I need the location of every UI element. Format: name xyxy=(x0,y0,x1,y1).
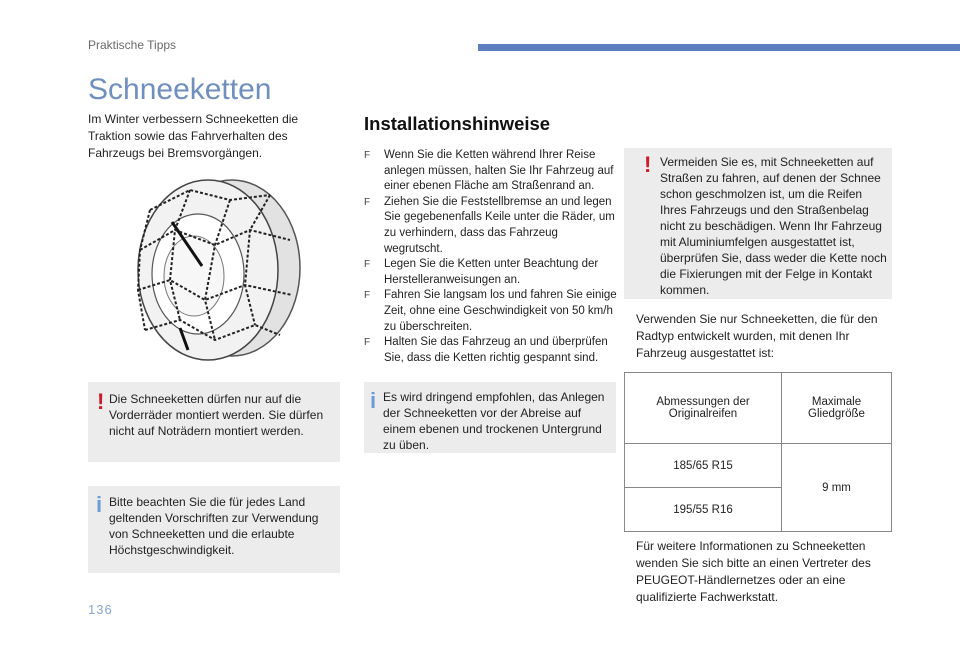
table-header-dimensions: Abmessungen der Originalreifen xyxy=(625,373,782,444)
bullet-icon: F xyxy=(364,290,371,302)
bullet-icon: F xyxy=(364,150,371,161)
intro-text: Im Winter verbessern Schneeketten die Traktion sowie das Fahrverhalten des Fahrzeugs bei Bremsvorgängen. xyxy=(88,112,299,160)
warning-front-text: Die Schneeketten dürfen nur auf die Vorderräder montiert werden. Sie dürfen nicht auf Noträdern montiert werden. xyxy=(109,392,324,438)
installation-steps-list xyxy=(364,148,618,366)
use-only-text: Verwenden Sie nur Schneeketten, die für den Radtyp entwickelt wurden, mit denen Ihr Fahrzeug ausgestattet ist: xyxy=(636,312,878,360)
table-cell-value: 9 mm xyxy=(782,444,892,532)
snow-chain-illustration xyxy=(120,170,310,370)
table-header-max-link: Maximale Gliedgröße xyxy=(782,373,892,444)
bullet-icon: F xyxy=(364,196,371,208)
footer-text: Für weitere Informationen zu Schneeketten wenden Sie sich bitte an einen Vertreter des PEUGEOT-Händlernetzes oder an eine qualifizierte Fachwerkstatt. xyxy=(636,539,871,604)
installation-heading: Installationshinweise xyxy=(364,113,551,134)
info-icon: i xyxy=(370,388,377,413)
info-regulations-text: Bitte beachten Sie die für jedes Land geltenden Vorschriften zur Verwendung von Schneeketten und die erlaubte Höchstgeschwindigkeit. xyxy=(109,495,319,557)
warning-icon: ! xyxy=(644,152,652,177)
bullet-icon: F xyxy=(364,259,371,271)
list-item: F Legen Sie die Ketten unter Beachtung der Herstelleranweisungen an. xyxy=(364,258,599,286)
warning-box-roads xyxy=(624,148,892,299)
header-bar xyxy=(478,44,960,51)
warning-roads-text: Vermeiden Sie es, mit Schneeketten auf Straßen zu fahren, auf denen der Schnee schon geschmolzen ist, um die Reifen Ihres Fahrzeugs und den Straßenbelag nicht zu beschädigen. Wenn Ihr Fahrzeug mit Aluminiumfelgen ausgestattet ist, überprüfen Sie, dass weder die Kette noch die Fixierungen mit der Felge in Kontakt kommen. xyxy=(660,155,887,297)
warning-box-front-wheels xyxy=(88,382,340,462)
chain-size-table xyxy=(624,372,892,532)
section-title: Praktische Tipps xyxy=(88,38,177,52)
info-box-regulations xyxy=(88,486,340,573)
table-cell-size: 185/65 R15 xyxy=(625,444,782,488)
page-title: Schneeketten xyxy=(88,73,272,106)
warning-icon: ! xyxy=(97,389,105,414)
list-item: F Ziehen Sie die Feststellbremse an und legen Sie gegebenenfalls Keile unter die Räder, um zu verhindern, dass das Fahrzeug wegrutscht. xyxy=(364,195,615,255)
bullet-icon: F xyxy=(364,337,371,349)
info-icon: i xyxy=(96,492,103,517)
info-box-practice xyxy=(364,382,616,453)
table-cell-size: 195/55 R16 xyxy=(625,488,782,532)
info-practice-text: Es wird dringend empfohlen, das Anlegen der Schneeketten vor der Abreise auf einem ebenen und trockenen Untergrund zu üben. xyxy=(383,390,605,452)
list-item: F Halten Sie das Fahrzeug an und überprüfen Sie, dass die Ketten richtig gespannt sind. xyxy=(364,336,608,364)
list-item: F Fahren Sie langsam los und fahren Sie einige Zeit, ohne eine Geschwindigkeit von 50 km/h zu überschreiten. xyxy=(364,289,617,333)
page-number: 136 xyxy=(88,602,113,617)
list-item: F Wenn Sie die Ketten während Ihrer Reise anlegen müssen, halten Sie Ihr Fahrzeug auf einer ebenen Fläche am Straßenrand an. xyxy=(364,149,614,193)
